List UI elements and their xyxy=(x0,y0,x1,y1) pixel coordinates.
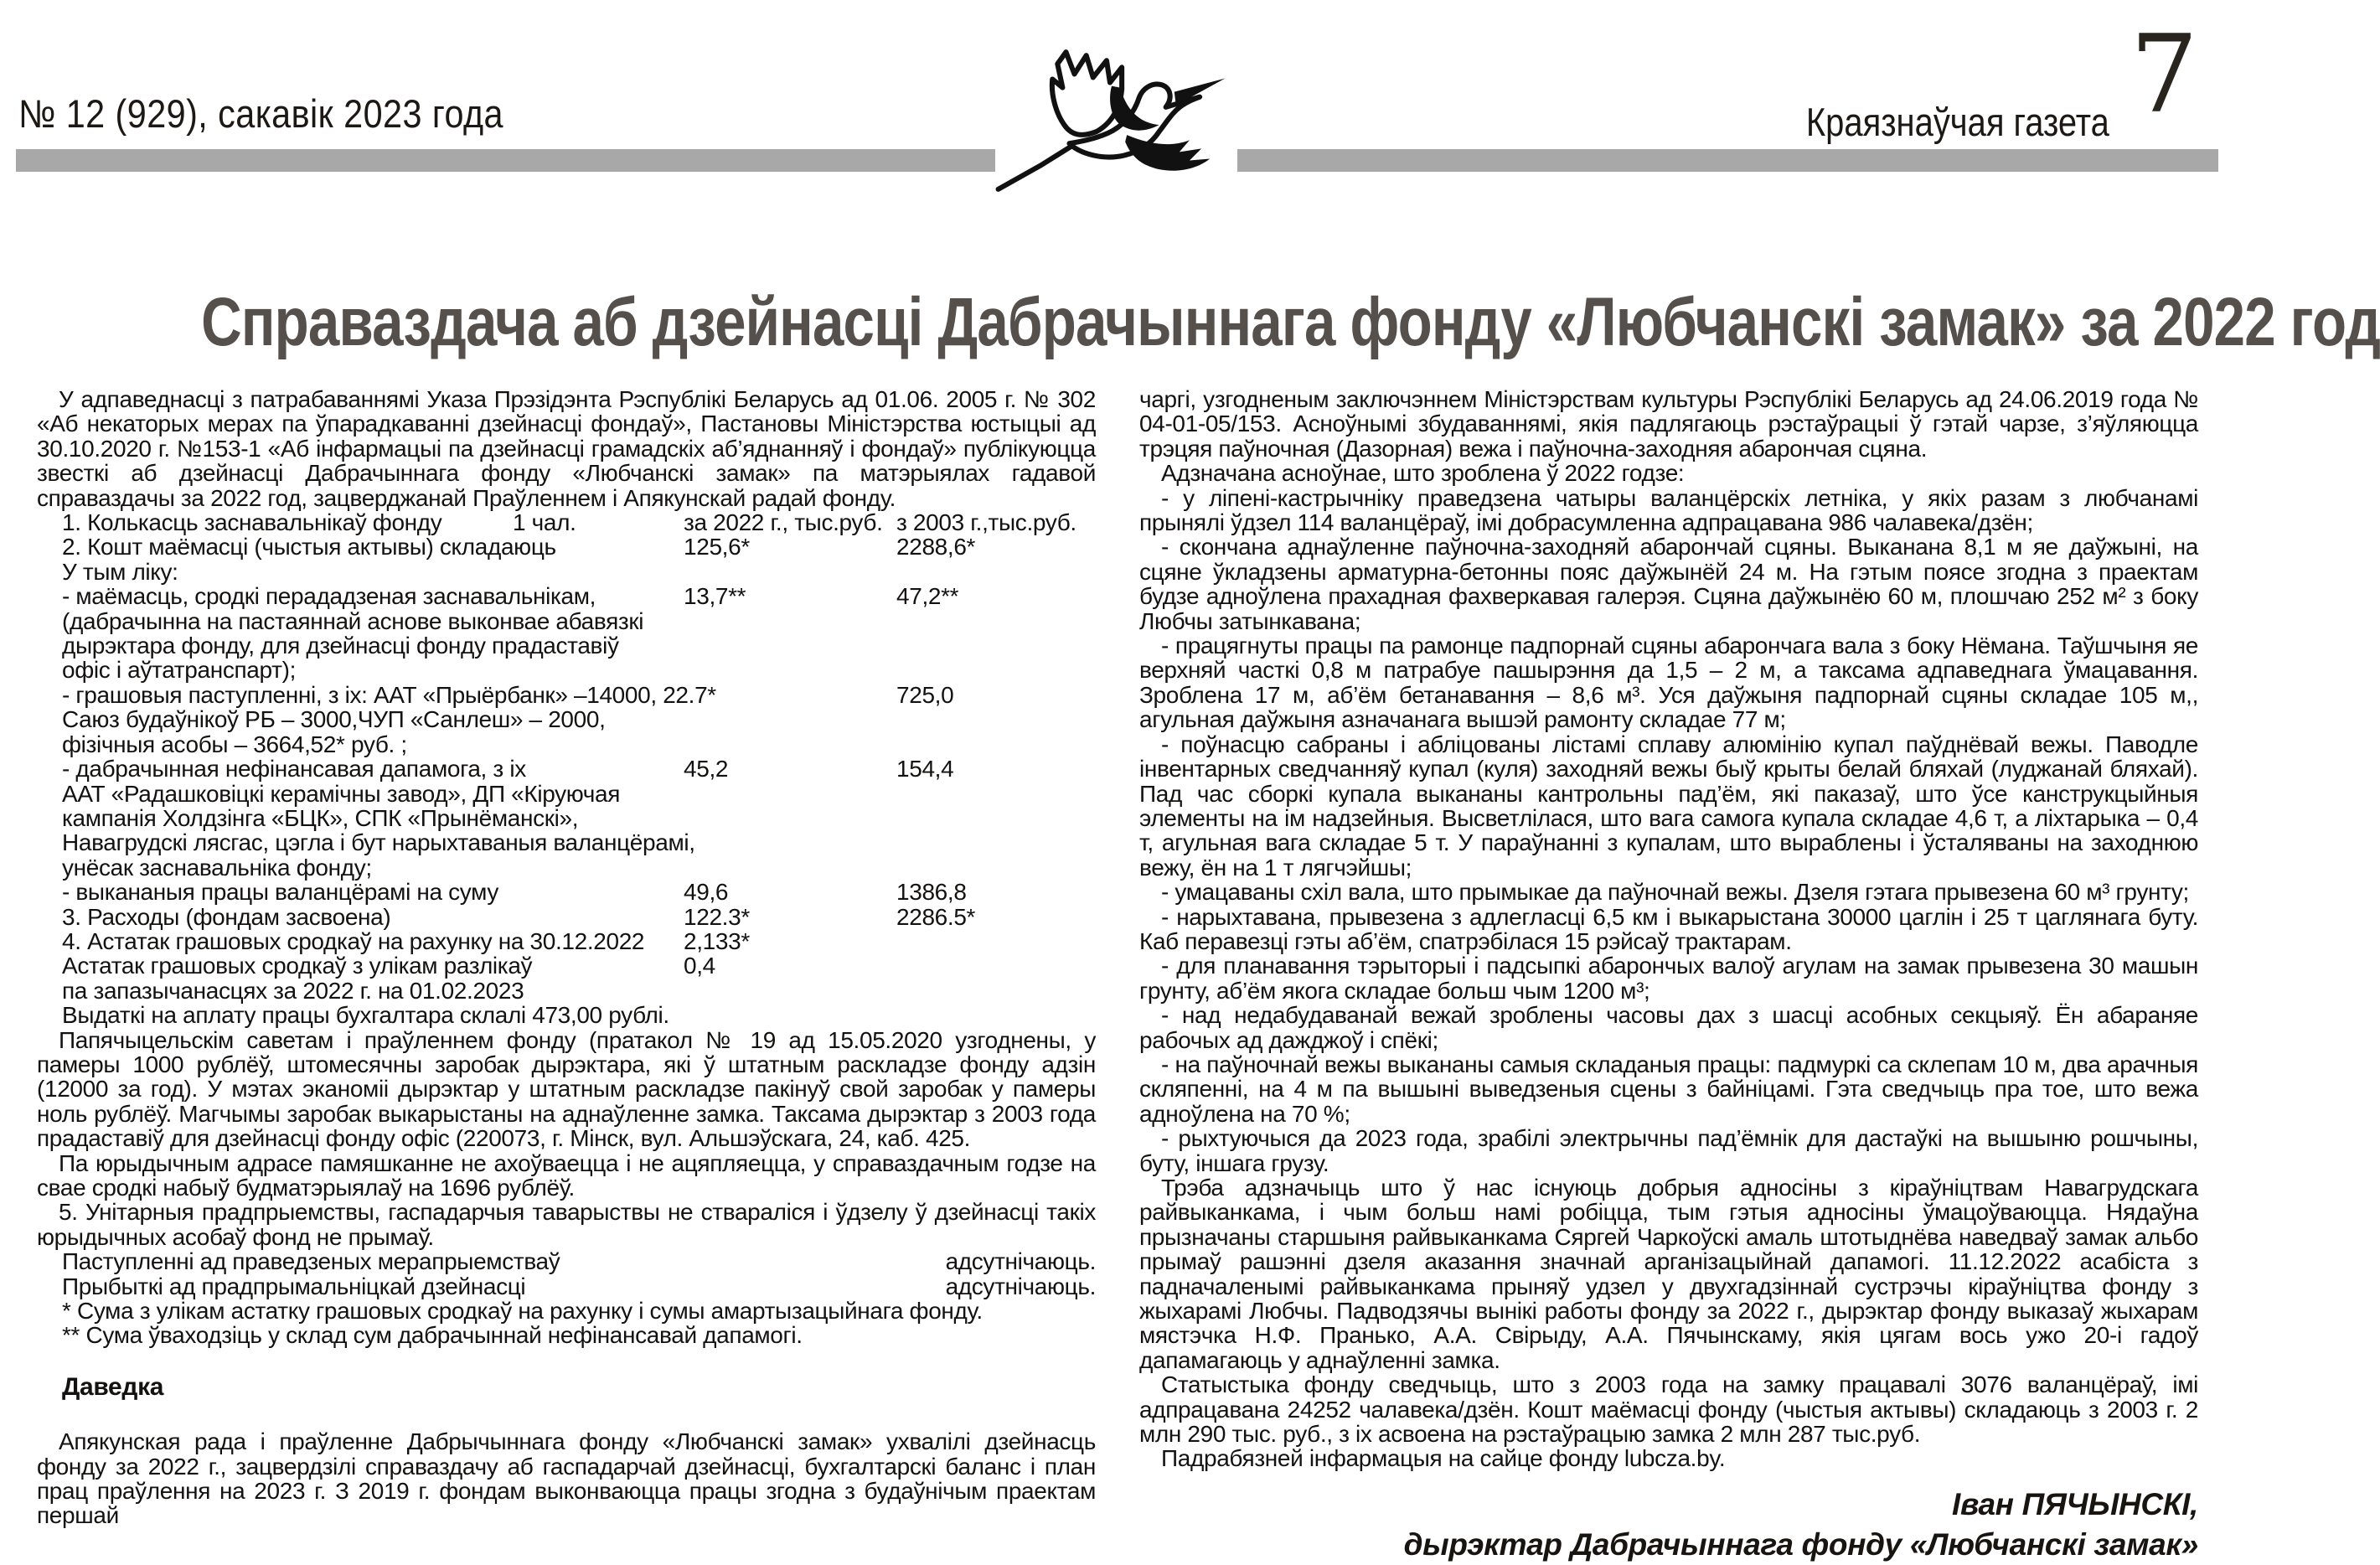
absent-row xyxy=(37,1274,1096,1299)
table-value: 13,7** xyxy=(684,583,746,610)
paragraph: - скончана аднаўленне паўночна-заходняй абарончай сцяны. Выканана 8,1 м яе даўжыні, на сцяне ўкладзены арматурна-бетонны пояс даўжынёй 24 м. На гэтым поясе згодна з праектам будзе адноўлена прахадная фахверкавая галерэя. Сцяна даўжынёю 60 м, плошчаю 252 м² з боку Любчы затынкавана; xyxy=(1139,534,2198,634)
table-value: 45,2 xyxy=(684,756,729,782)
table-label: - маёмасць, сродкі перададзеная заснавальнікам, xyxy=(62,583,596,610)
paragraph: - умацаваны схіл вала, што прымыкае да паўночнай вежы. Дзеля гэтага прывезена 60 м³ грунту; xyxy=(1161,879,2189,906)
paragraph: Статыстыка фонду сведчыць, што з 2003 года на замку працавалі 3076 валанцёраў, імі адпрацавана 24252 чалавека/дзён. Кошт маёмасці фонду (чыстыя актывы) складаюць з 2003 г. 2 млн 290 тыс. руб., з іх асвоена на рэстаўрацыю замка 2 млн 287 тыс.руб. xyxy=(1139,1371,2198,1448)
table-label: 1. Колькасць заснавальнікаў фонду xyxy=(62,509,442,536)
table-label: па запазычанасцях за 2022 г. на 01.02.2023 xyxy=(62,977,524,1004)
table-row xyxy=(37,806,1096,830)
table-row xyxy=(37,830,1096,855)
table-label: Навагрудскі лясгас, цэгла і бут нарыхтаваныя валанцёрамі, xyxy=(62,829,695,856)
table-value: 2286.5* xyxy=(896,903,976,930)
table-label: 4. Астатак грашовых сродкаў на рахунку на 30.12.2022 xyxy=(62,927,645,954)
paragraph: Апякунская рада і праўленне Дабрычыннага фонду «Любчанскі замак» ухвалілі дзейнасць фонду за 2022 г., зацвердзілі справаздачу аб гаспадарчай дзейнасці, бухгалтарскі баланс і план прац праўлення на 2023 г. З 2019 г. фондам выконваюцца працы згодна з будаўнічым праектам першай xyxy=(37,1428,1096,1529)
table-value: 0,4 xyxy=(684,953,715,979)
right-column xyxy=(1139,387,2198,1565)
table-value: 725,0 xyxy=(896,681,954,708)
table-value: 49,6 xyxy=(684,879,729,906)
table-label: фізічныя асобы – 3664,52* руб. ; xyxy=(62,731,407,757)
paragraph: Папячыцельскім саветам і праўленнем фонду (пратакол № 19 ад 15.05.2020 узгоднены, у памеры 1000 рублёў, штомесячны заробак дырэктара, які ў штатным раскладзе фонду адзін (12000 за год). У мэтах эканоміі дырэктар у штатным раскладзе пакінуў свой заробак у памеры ноль рублёў. Магчымы заробак выкарыстаны на аднаўленне замка. Таксама дырэктар з 2003 года прадаставіў для дзейнасці фонду офіс (220073, г. Мінск, вул. Альшэўскага, 24, каб. 425. xyxy=(37,1026,1096,1152)
table-label: дырэктара фонду, для дзейнасці фонду прадаставіў xyxy=(62,633,619,659)
absent-row xyxy=(37,1249,1096,1273)
table-row xyxy=(37,535,1096,559)
paragraph: - у ліпені-кастрычніку праведзена чатыры валанцёрскіх летніка, у якіх разам з любчанамі прынялі ўдзел 114 валанцёраў, імі добрасумленна адпрацавана 986 чалавека/дзён; xyxy=(1139,484,2198,536)
table-row xyxy=(37,782,1096,806)
signature-role: дырэктар Дабрачыннага фонду «Любчанскі замак» xyxy=(1403,1526,2198,1562)
paragraph: 5. Унітарныя прадпрыемствы, гаспадарчыя таварыствы не ствараліся і ўдзелу ў дзейнасці такіх юрыдычных асобаў фонд не прымаў. xyxy=(37,1199,1096,1250)
paragraph: - на паўночнай вежы выкананы самыя складаныя працы: падмуркі са склепам 10 м, два арачныя скляпенні, на 4 м па вышыні выведзеныя сцены з байніцамі. Гэта сведчыць пра тое, што вежа адноўлена на 70 %; xyxy=(1139,1051,2198,1127)
paragraph: У адпаведнасці з патрабаваннямі Указа Прэзідэнта Рэспублікі Беларусь ад 01.06. 2005 г. № 302 «Аб некаторых мерах па ўпарадкаванні дзейнасці фондаў», Пастановы Міністэрства юстыцыі ад 30.10.2020 г. №153-1 «Аб інфармацыі па дзейнасці грамадскіх аб’яднанняў і фондаў» публікуюцца звесткі аб дзейнасці Дабрачыннага фонду «Любчанскі замак» па матэрыялах гадавой справаздачы за 2022 год, зацверджанай Праўленнем і Апякунскай радай фонду. xyxy=(37,386,1096,511)
reference-heading: Даведка xyxy=(62,1372,164,1401)
paragraph: - нарыхтавана, прывезена з адлегласці 6,5 км і выкарыстана 30000 цаглін і 25 т цаглянага буту. Каб перавезці гэты аб’ём, спатрэбілася 15 рэйсаў трактарам. xyxy=(1139,903,2198,954)
table-label: Астатак грашовых сродкаў з улікам разлікаў xyxy=(62,953,533,979)
signature-name: Іван ПЯЧЫНСКІ, xyxy=(1952,1486,2198,1521)
table-row xyxy=(37,1003,1096,1027)
absent-label: Паступленні ад праведзеных мерапрыемстваў xyxy=(62,1248,560,1275)
footnote: ** Сума ўваходзіць у склад сум дабрачыннай нефінансавай дапамогі. xyxy=(62,1322,803,1349)
stork-logo-icon xyxy=(982,40,1242,201)
table-row xyxy=(37,880,1096,904)
table-row xyxy=(37,757,1096,781)
table-label: офіс і аўтатранспарт); xyxy=(62,657,296,684)
page-number: 7 xyxy=(2130,13,2198,137)
paragraph: Адзначана асноўнае, што зроблена ў 2022 годзе: xyxy=(1161,460,1685,487)
table-row xyxy=(37,658,1096,682)
paragraph: чаргі, узгодненым заключэннем Міністэрствам культуры Рэспублікі Беларусь ад 24.06.2019 года № 04-01-05/153. Асноўнымі збудаваннямі, якія падлягаюць рэстаўрацыі ў гэтай чарзе, з’яўляюцца трэцяя паўночная (Дазорная) вежа і паўночна-заходняя абарончая сцяна. xyxy=(1139,386,2198,462)
table-row xyxy=(37,855,1096,880)
paragraph: - рыхтуючыся да 2023 года, зрабілі электрычны пад’ёмнік для дастаўкі на вышыню рошчыны, буту, іншага грузу. xyxy=(1139,1125,2198,1176)
paragraph: Падрабязней інфармацыя на сайце фонду lubcza.by. xyxy=(1161,1445,1726,1472)
table-col-header-2003: з 2003 г.,тыс.руб. xyxy=(896,509,1076,536)
issue-line: № 12 (929), сакавік 2023 года xyxy=(18,91,503,136)
paragraph: - над недабудаванай вежай зроблены часовы дах з шасці асобных секцыяў. Ён абараняе рабочых ад дажджоў і спёкі; xyxy=(1139,1002,2198,1053)
table-label: унёсак заснавальніка фонду; xyxy=(62,854,372,881)
masthead-rule-left xyxy=(16,149,995,172)
paragraph: - працягнуты працы па рамонце падпорнай сцяны абарончага вала з боку Нёмана. Таўшчыня яе верхняй часткі 0,8 м патрабуе пашырэння да 1,5 – 2 м, а таксама адпаведнага ўмацавання. Зроблена 17 м, аб’ём бетанавання – 8,6 м³. Уся даўжыня падпорнай сцяны складае 105 м,, агульная даўжыня азначанага вышэй рамонту складае 77 м; xyxy=(1139,633,2198,733)
table-label: (дабрачынна на пастаяннай аснове выконвае абавязкі xyxy=(62,607,644,634)
table-label: У тым ліку: xyxy=(62,558,178,585)
table-row xyxy=(37,633,1096,658)
article-title: Справаздача аб дзейнасці Дабрачыннага фонду «Любчанскі замак» за 2022 год xyxy=(201,284,2380,360)
table-value: 47,2** xyxy=(896,583,959,610)
table-value: 122.3* xyxy=(684,903,750,930)
table-row xyxy=(37,609,1096,633)
table-label: - выкананыя працы валанцёрамі на суму xyxy=(62,879,498,906)
newspaper-name: Краязнаўчая газета xyxy=(1806,100,2109,144)
absent-value: адсутнічаюць. xyxy=(945,1273,1096,1299)
table-label: Выдаткі на аплату працы бухгалтара склалі 473,00 рублі. xyxy=(62,1002,669,1029)
table-value: 1 чал. xyxy=(513,509,576,536)
left-column xyxy=(37,387,1096,1565)
table-col-header-2022: за 2022 г., тыс.руб. xyxy=(684,509,883,536)
table-label: - дабрачынная нефінансавая дапамога, з іх xyxy=(62,756,526,782)
table-row xyxy=(37,510,1096,535)
table-row xyxy=(37,732,1096,757)
paragraph: - для планавання тэрыторыі і падсыпкі абарончых валоў агулам на замак прывезена 30 машын грунту, аб’ём якога складае больш чым 1200 м³; xyxy=(1139,953,2198,1004)
absent-value: адсутнічаюць. xyxy=(945,1248,1096,1275)
table-row xyxy=(37,707,1096,731)
article-body xyxy=(37,387,2198,1565)
table-row xyxy=(37,584,1096,608)
table-row xyxy=(37,905,1096,929)
table-row xyxy=(37,560,1096,584)
footnote: * Сума з улікам астатку грашовых сродкаў на рахунку і сумы амартызацыйнага фонду. xyxy=(62,1298,983,1325)
absent-label: Прыбыткі ад прадпрымальніцкай дзейнасці xyxy=(62,1273,526,1299)
table-row xyxy=(37,953,1096,978)
paragraph: - поўнасцю сабраны і абліцованы лістамі сплаву алюмінію купал паўднёвай вежы. Паводле інвентарных сведчанняў купал (куля) заходняй вежы быў крыты белай бляхай (луджанай бляхай). Пад час сборкі купала выкананы кантрольны пад’ём, які паказаў, што ўсе канструкцыйныя элементы на ім надзейныя. Высветлілася, што вага самога купала складае 4,6 т, а ліхтарыка – 0,4 т, агульная вага складае 5 т. У параўнанні з купалам, што выраблены і ўсталяваны на заходнюю вежу, ён на 1 т лягчэйшы; xyxy=(1139,731,2198,881)
table-label: 2. Кошт маёмасці (чыстыя актывы) складаюць xyxy=(62,534,556,560)
table-value: 125,6* xyxy=(684,534,750,560)
table-label: кампанія Холдзінга «БЦК», СПК «Прынёманскі», xyxy=(62,804,579,831)
paragraph: Па юрыдычным адрасе памяшканне не ахоўваецца і не ацяпляецца, у справаздачным годзе на свае сродкі набыў будматэрыялаў на 1696 рублёў. xyxy=(37,1149,1096,1201)
table-label: 3. Расходы (фондам засвоена) xyxy=(62,903,391,930)
table-row xyxy=(37,929,1096,953)
table-value: 154,4 xyxy=(896,756,954,782)
table-label: - грашовыя паступленні, з іх: ААТ «Прыёрбанк» –14000, 22.7* xyxy=(62,681,716,708)
table-value: 2,133* xyxy=(684,927,750,954)
table-label: Саюз будаўнікоў РБ – 3000,ЧУП «Санлеш» – 2000, xyxy=(62,706,606,733)
table-value: 2288,6* xyxy=(896,534,976,560)
masthead-rule-right xyxy=(1237,149,2218,172)
table-value: 1386,8 xyxy=(896,879,967,906)
table-label: ААТ «Радашковіцкі керамічны завод», ДП «Кіруючая xyxy=(62,780,621,807)
table-row xyxy=(37,683,1096,707)
table-row xyxy=(37,979,1096,1003)
signature xyxy=(1139,1485,2198,1565)
paragraph: Трэба адзначыць што ў нас існуюць добрыя адносіны з кіраўніцтвам Навагрудскага райвыканкама, і чым больш намі робіцца, тым гэтыя адносіны ўмацоўваюцца. Нядаўна прызначаны старшыня райвыканкама Сяргей Чаркоўскі амаль штотыднёва наведваў замак альбо прымаў рашэнні дзеля аказання значнай арганізацыйнай дапамогі. 11.12.2022 асабіста з падначаленымі райвыканкама прыняў удзел у двухгадзіннай сустрэчы кіраўніцтва фонду з жыхарамі Любчы. Падводзячы вынікі работы фонду за 2022 г., дырэктар фонду выказаў жыхарам мястэчка Н.Ф. Пранько, А.А. Свірыду, А.А. Пячынскаму, якія цягам вось ужо 20-і гадоў дапамагаюць у аднаўленні замка. xyxy=(1139,1175,2198,1373)
